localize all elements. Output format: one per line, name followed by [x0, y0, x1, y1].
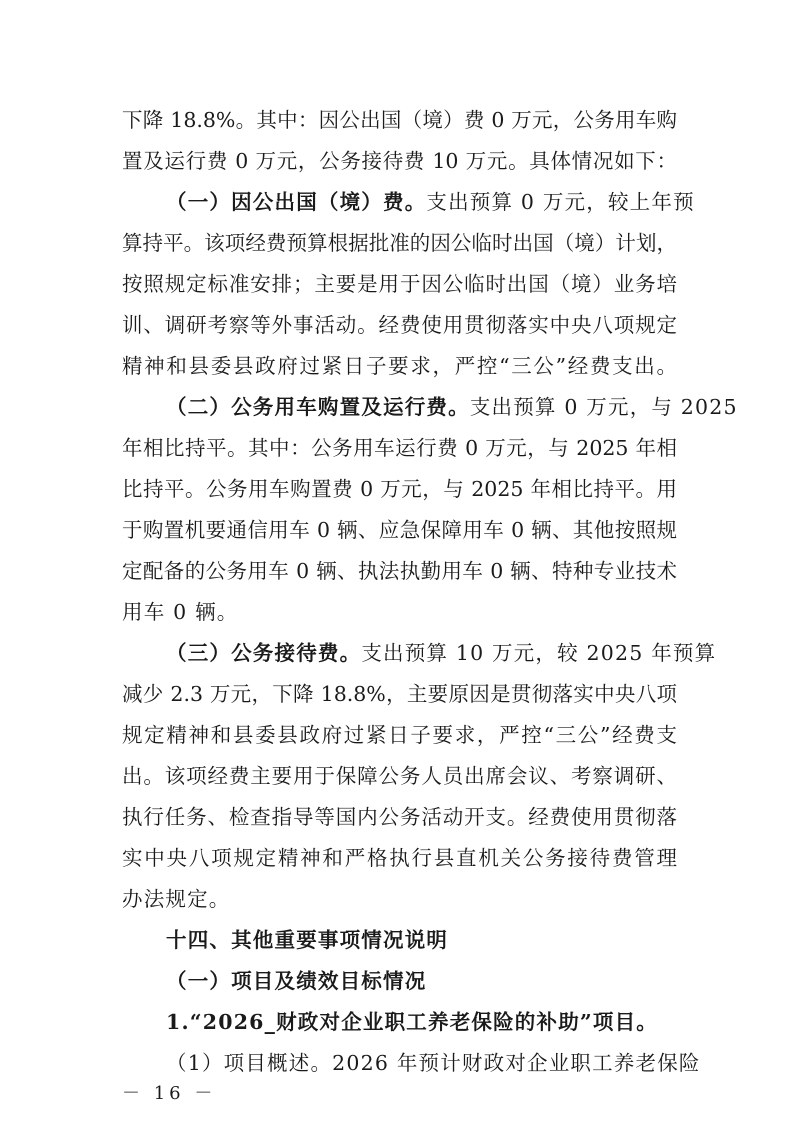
text-line: 定配备的公务用车 0 辆、执法执勤用车 0 辆、特种专业技术 [122, 559, 677, 583]
text-line: 于购置机要通信用车 0 辆、应急保障用车 0 辆、其他按照规 [122, 518, 677, 542]
text-line: 办法规定。 [122, 887, 231, 911]
section-heading: （二）公务用车购置及运行费。 [166, 395, 470, 419]
chapter-heading: 十四、其他重要事项情况说明 [166, 928, 449, 952]
text-line: 下降 18.8%。其中：因公出国（境）费 0 万元，公务用车购 [122, 108, 677, 132]
text-line: 比持平。公务用车购置费 0 万元，与 2025 年相比持平。用 [122, 477, 677, 501]
subsection-heading: （一）项目及绩效目标情况 [166, 969, 427, 993]
text-line: 规定精神和县委县政府过紧日子要求，严控“三公”经费支 [122, 723, 677, 747]
text-line: 用车 0 辆。 [122, 600, 239, 624]
project-heading: 1.“2026_财政对企业职工养老保险的补助”项目。 [166, 1010, 658, 1034]
text-line: 置及运行费 0 万元，公务接待费 10 万元。具体情况如下： [122, 149, 677, 173]
section-heading-line: （二）公务用车购置及运行费。支出预算 0 万元，与 2025 [166, 395, 738, 419]
page-number: － 16 － [122, 1083, 217, 1104]
text-line: 按照规定标准安排；主要是用于因公临时出国（境）业务培 [122, 272, 677, 296]
text-line: 执行任务、检查指导等国内公务活动开支。经费使用贯彻落 [122, 805, 677, 829]
section-heading-line: （一）因公出国（境）费。支出预算 0 万元，较上年预 [166, 190, 695, 214]
section-heading-line: （三）公务接待费。支出预算 10 万元，较 2025 年预算 [166, 641, 717, 665]
text-line: 训、调研考察等外事活动。经费使用贯彻落实中央八项规定 [122, 313, 677, 337]
text-line: 出。该项经费主要用于保障公务人员出席会议、考察调研、 [122, 764, 677, 788]
section-heading: （一）因公出国（境）费。 [166, 190, 427, 214]
text-line: （1）项目概述。2026 年预计财政对企业职工养老保险 [166, 1051, 701, 1075]
text-line: 实中央八项规定精神和严格执行县直机关公务接待费管理 [122, 846, 677, 870]
section-heading: （三）公务接待费。 [166, 641, 362, 665]
text-line: 算持平。该项经费预算根据批准的因公临时出国（境）计划， [122, 231, 677, 255]
text-line: 年相比持平。其中：公务用车运行费 0 万元，与 2025 年相 [122, 436, 677, 460]
text-line: 精神和县委县政府过紧日子要求，严控“三公”经费支出。 [122, 354, 677, 378]
text-line: 减少 2.3 万元，下降 18.8%，主要原因是贯彻落实中央八项 [122, 682, 677, 706]
